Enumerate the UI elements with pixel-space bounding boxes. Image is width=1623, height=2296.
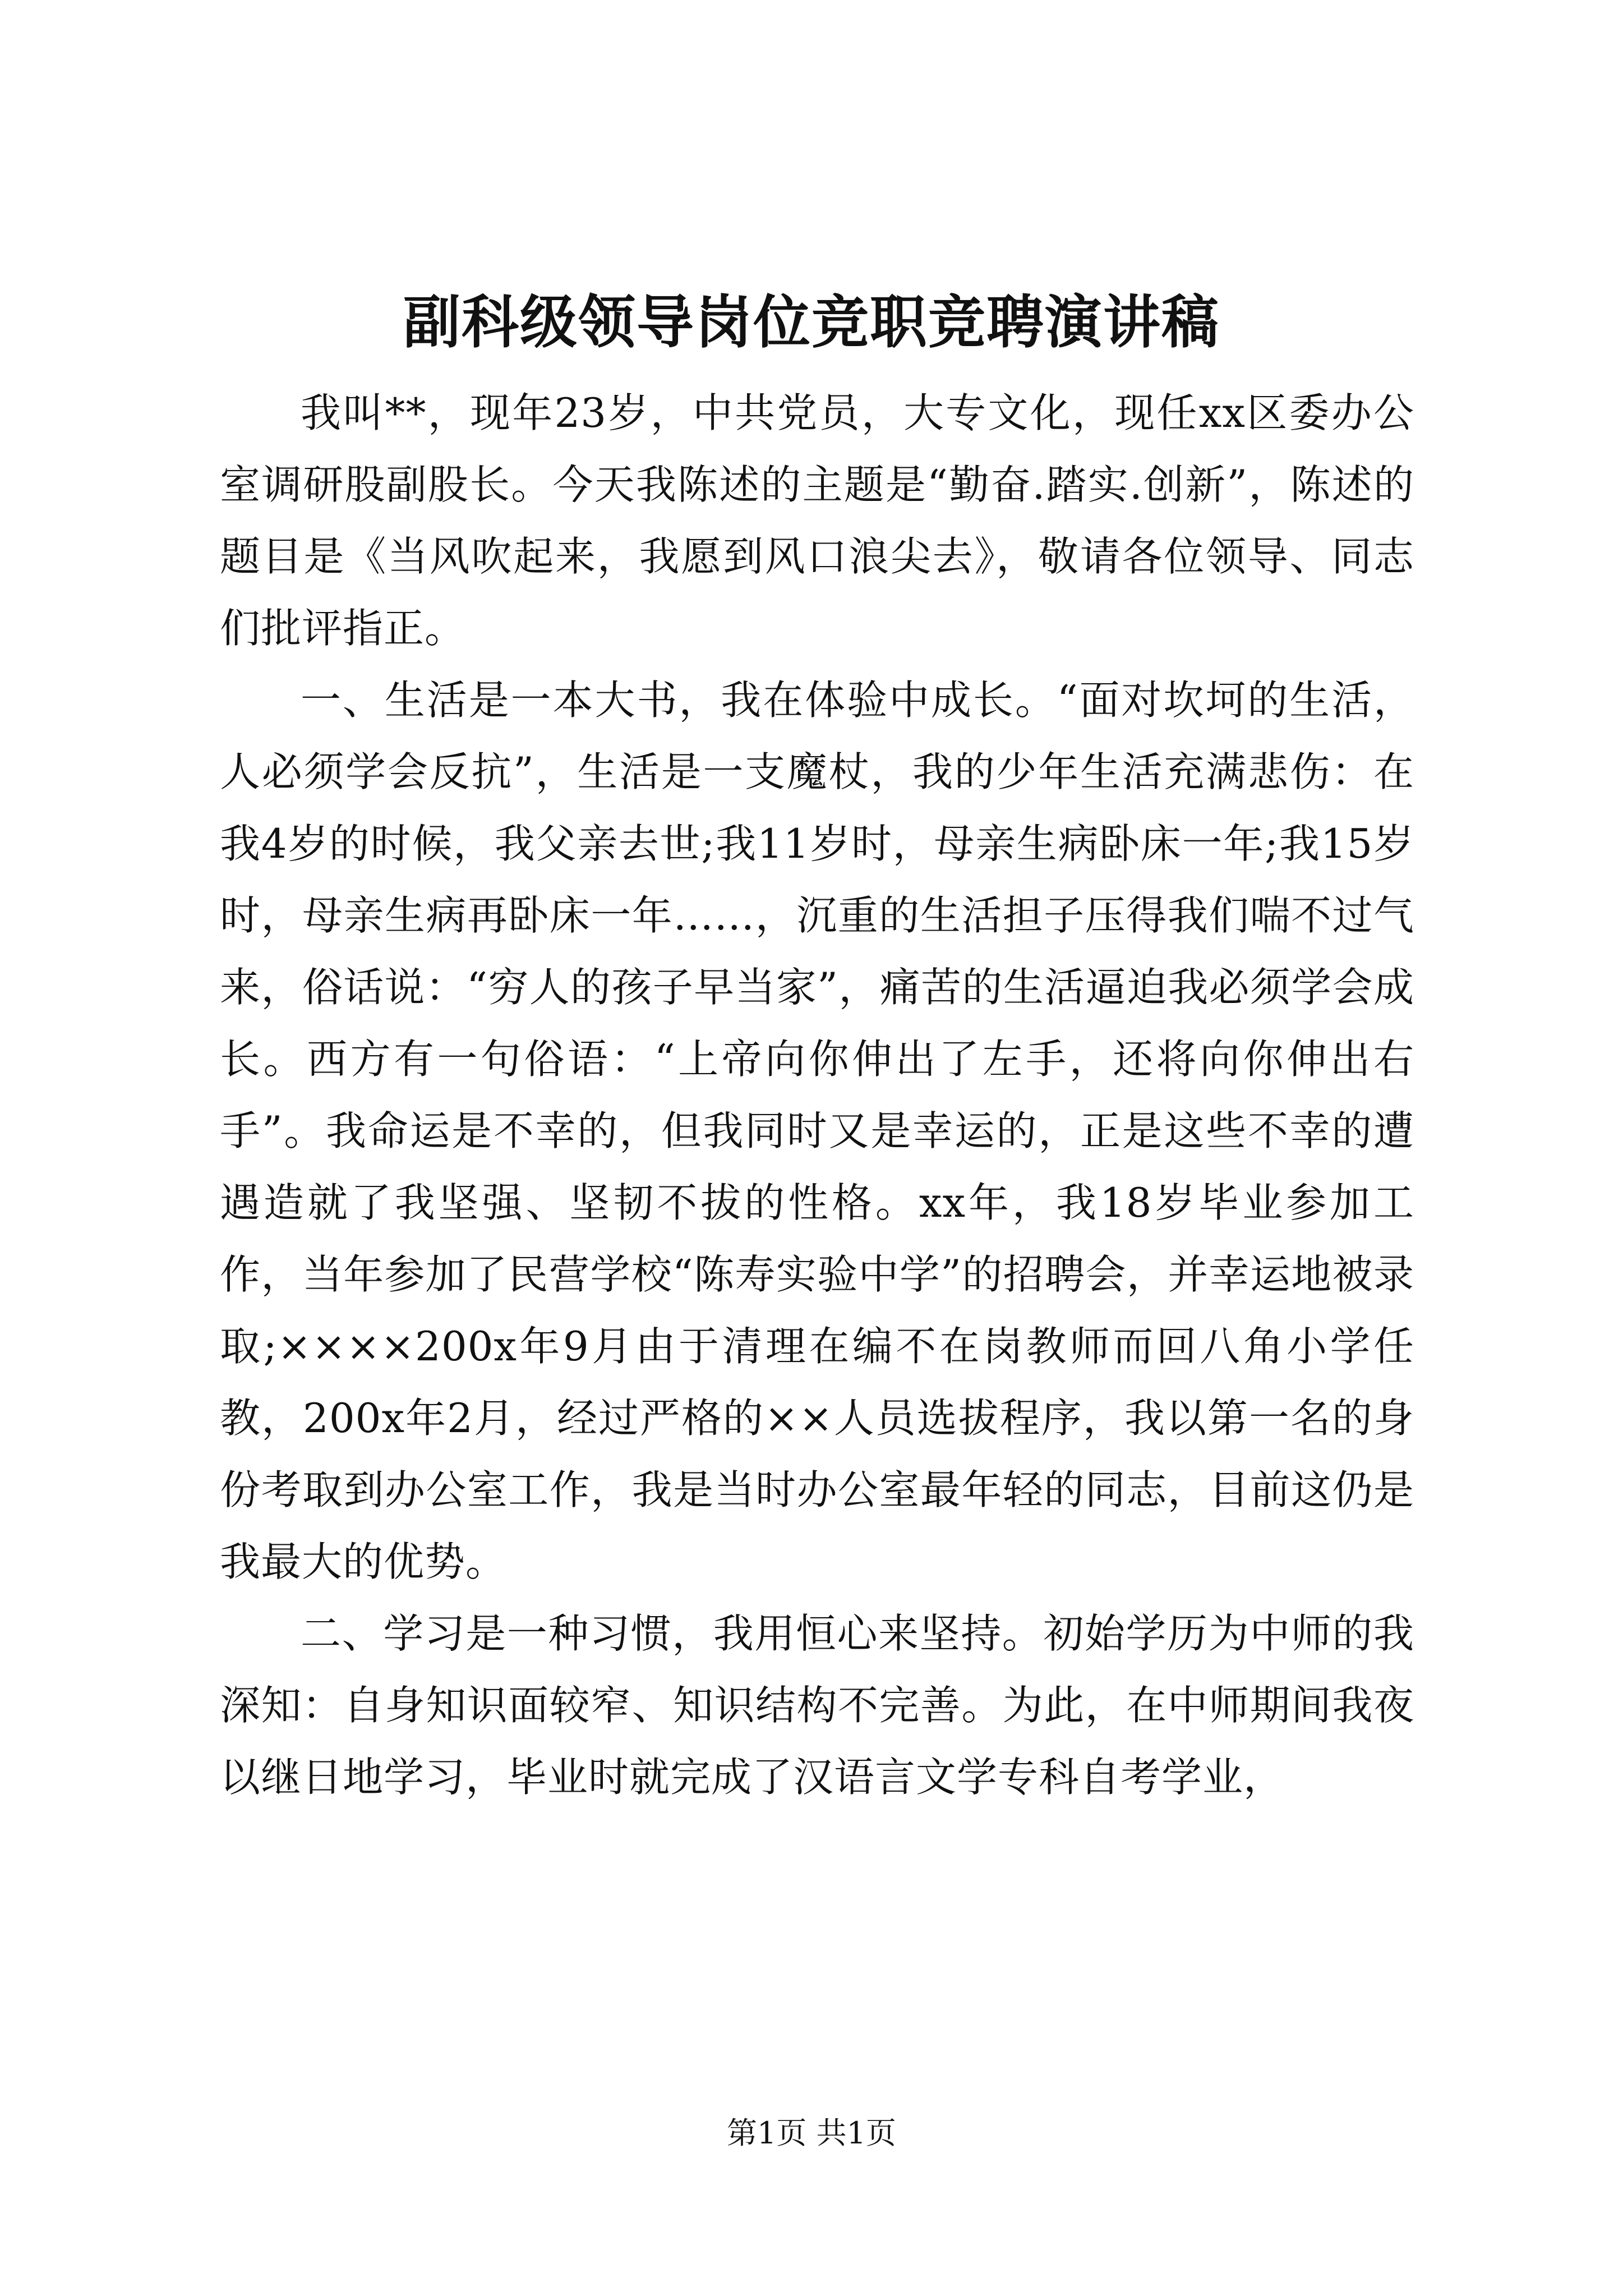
document-title: 副科级领导岗位竞职竞聘演讲稿 [403,289,1220,356]
paragraph-intro: 我叫**，现年23岁，中共党员，大专文化，现任xx区委办公室调研股副股长。今天我陈述的主题是“勤奋.踏实.创新”，陈述的题目是《当风吹起来，我愿到风口浪尖去》，敬请各位领导、同志们批评指正。 [220,389,1414,652]
paragraph-section-one: 一、生活是一本大书，我在体验中成长。“面对坎坷的生活，人必须学会反抗”，生活是一支魔杖，我的少年生活充满悲伤：在我4岁的时候，我父亲去世;我11岁时，母亲生病卧床一年;我15岁时，母亲生病再卧床一年……，沉重的生活担子压得我们喘不过气来，俗话说：“穷人的孩子早当家”，痛苦的生活逼迫我必须学会成长。西方有一句俗语：“上帝向你伸出了左手，还将向你伸出右手”。我命运是不幸的，但我同时又是幸运的，正是这些不幸的遭遇造就了我坚强、坚韧不拔的性格。xx年，我18岁毕业参加工作，当年参加了民营学校“陈寿实验中学”的招聘会，并幸运地被录取;××××200x年9月由于清理在编不在岗教师而回八角小学任教，200x年2月，经过严格的××人员选拔程序，我以第一名的身份考取到办公室工作，我是当时办公室最年轻的同志，目前这仍是我最大的优势。 [220,677,1414,1585]
paragraph-section-two: 二、学习是一种习惯，我用恒心来坚持。初始学历为中师的我深知：自身知识面较窄、知识结构不完善。为此，在中师期间我夜以继日地学习，毕业时就完成了汉语言文学专科自考学业， [220,1610,1414,1801]
document-body [220,377,1414,1813]
page-number-footer: 第1页 共1页 [727,2115,896,2151]
